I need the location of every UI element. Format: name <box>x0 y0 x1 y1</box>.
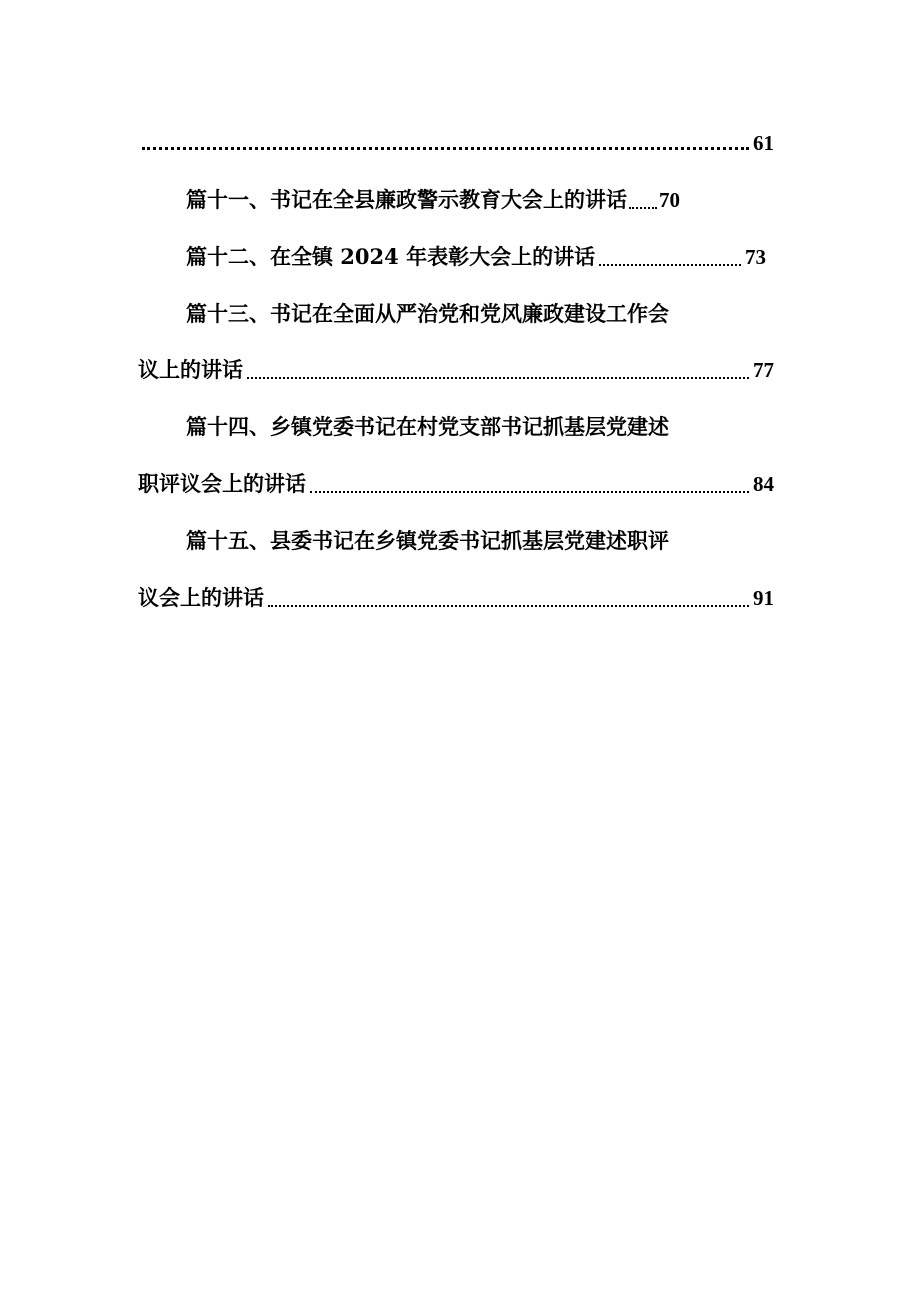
dot-leader <box>247 377 749 379</box>
dot-leader <box>599 264 741 266</box>
dot-leader <box>629 207 657 209</box>
entry-title: 篇十四、乡镇党委书记在村党支部书记抓基层党建述 <box>186 414 669 439</box>
entry-title: 篇十五、县委书记在乡镇党委书记抓基层党建述职评 <box>186 528 669 553</box>
toc-entry-11[interactable] <box>186 183 766 217</box>
toc-entry-15-line1[interactable] <box>186 524 766 558</box>
toc-entry-14-line2[interactable] <box>138 467 774 501</box>
page-number: 70 <box>659 188 680 212</box>
toc-entry-13-line2[interactable] <box>138 353 774 387</box>
entry-title: 职评议会上的讲话 <box>138 471 306 496</box>
page-number: 84 <box>753 472 774 496</box>
page-number: 61 <box>753 131 774 155</box>
toc-entry-15-line2[interactable] <box>138 581 774 615</box>
toc-entry-14-line1[interactable] <box>186 410 766 444</box>
entry-title: 篇十一、书记在全县廉政警示教育大会上的讲话 <box>186 187 627 212</box>
toc-entry-continuation-61[interactable] <box>138 126 774 160</box>
toc-entry-13-line1[interactable] <box>186 297 766 331</box>
dot-leader <box>268 605 749 607</box>
dot-leader <box>310 491 749 493</box>
page-number: 77 <box>753 358 774 382</box>
page-number: 91 <box>753 586 774 610</box>
toc-entry-12[interactable] <box>186 240 766 274</box>
entry-title: 议会上的讲话 <box>138 585 264 610</box>
page-number: 73 <box>745 245 766 269</box>
dot-leader <box>142 147 749 150</box>
entry-title: 篇十二、在全镇 2024 年表彰大会上的讲话 <box>186 244 596 269</box>
entry-title: 篇十三、书记在全面从严治党和党风廉政建设工作会 <box>186 301 669 326</box>
entry-title: 议上的讲话 <box>138 357 243 382</box>
